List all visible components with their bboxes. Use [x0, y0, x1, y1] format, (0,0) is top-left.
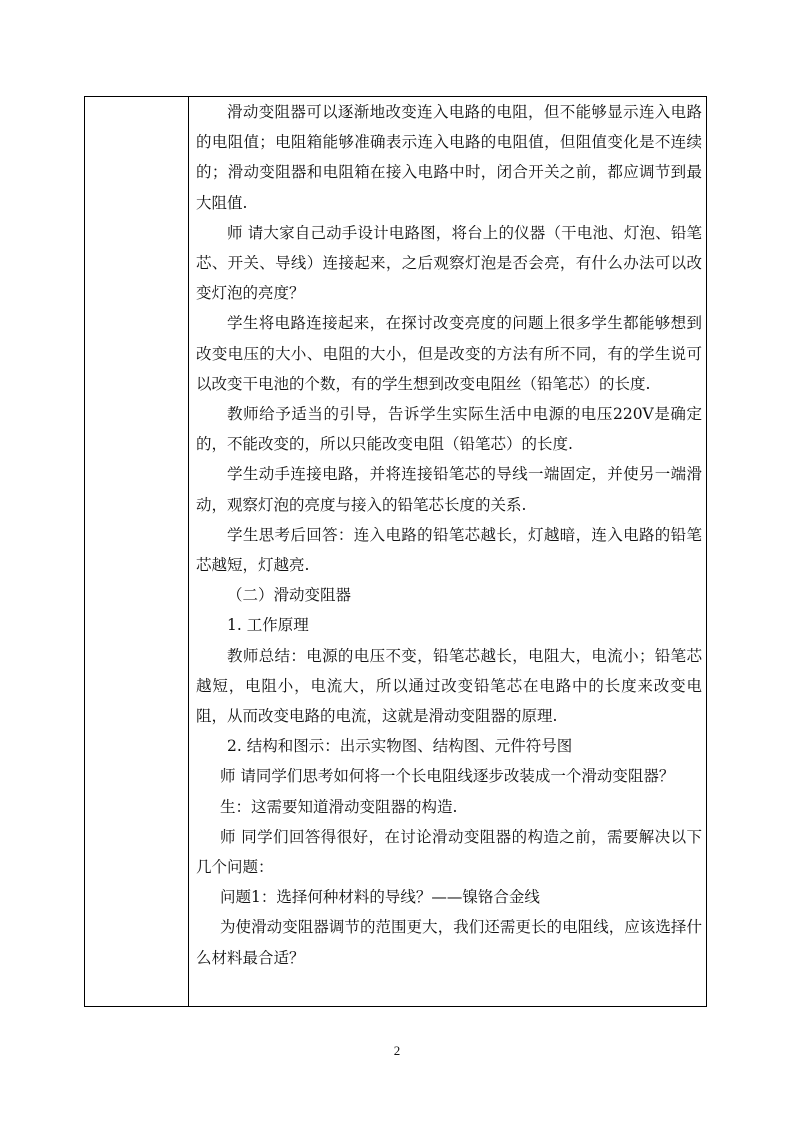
paragraph: 学生动手连接电路，并将连接铅笔芯的导线一端固定，并使另一端滑动，观察灯泡的亮度与接入的铅笔芯长度的关系.	[196, 465, 702, 514]
subsection-heading: 1. 工作原理	[227, 616, 309, 635]
paragraph: 为使滑动变阻器调节的范围更大，我们还需更长的电阻线，应该选择什么材料最合适？	[196, 918, 702, 967]
page-number: 2	[393, 1043, 401, 1058]
table-content-cell	[196, 97, 702, 973]
subsection-heading: 2. 结构和图示：出示实物图、结构图、元件符号图	[227, 737, 573, 756]
paragraph: 生：这需要知道滑动变阻器的构造.	[220, 797, 458, 816]
paragraph: 问题1：选择何种材料的导线？——镍铬合金线	[220, 888, 540, 907]
paragraph: 师 请大家自己动手设计电路图，将台上的仪器（干电池、灯泡、铅笔芯、开关、导线）连接起来，之后观察灯泡是否会亮，有什么办法可以改变灯泡的亮度？	[196, 223, 702, 303]
paragraph: 学生将电路连接起来，在探讨改变亮度的问题上很多学生都能够想到改变电压的大小、电阻的大小，但是改变的方法有所不同，有的学生说可以改变干电池的个数，有的学生想到改变电阻丝（铅笔芯）的长度.	[196, 314, 702, 393]
table-column-divider	[188, 96, 189, 1007]
paragraph: 学生思考后回答：连入电路的铅笔芯越长，灯越暗，连入电路的铅笔芯越短，灯越亮.	[196, 525, 702, 575]
section-heading: （二）滑动变阻器	[227, 586, 352, 605]
paragraph: 师 同学们回答得很好，在讨论滑动变阻器的构造之前，需要解决以下几个问题：	[196, 827, 702, 877]
paragraph: 教师给予适当的引导，告诉学生实际生活中电源的电压220V是确定的，不能改变的，所以只能改变电阻（铅笔芯）的长度.	[196, 405, 702, 454]
paragraph: 师 请同学们思考如何将一个长电阻线逐步改装成一个滑动变阻器？	[220, 767, 675, 786]
paragraph: 教师总结：电源的电压不变，铅笔芯越长，电阻大，电流小；铅笔芯越短，电阻小，电流大，所以通过改变铅笔芯在电路中的长度来改变电阻，从而改变电路的电流，这就是滑动变阻器的原理.	[196, 646, 702, 726]
paragraph: 滑动变阻器可以逐渐地改变连入电路的电阻，但不能够显示连入电路的电阻值；电阻箱能够准确表示连入电路的电阻值，但阻值变化是不连续的；滑动变阻器和电阻箱在接入电路中时，闭合开关之前，都应调节到最大阻值.	[196, 103, 702, 212]
